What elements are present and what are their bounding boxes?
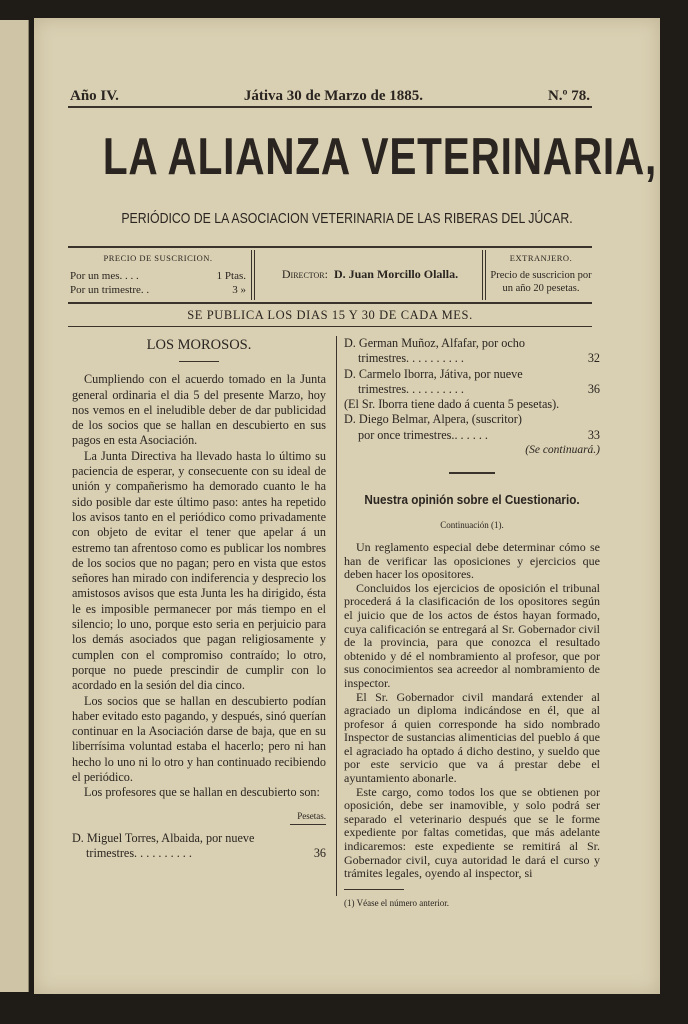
article-body	[344, 541, 600, 881]
director-cell	[260, 248, 480, 300]
price-quarter-label: Por un trimestre. .	[70, 284, 150, 296]
year-label: Año IV.	[70, 88, 119, 104]
debtor-period: trimestres. . . . . . . . . .	[86, 846, 192, 861]
paragraph: Concluidos los ejercicios de oposición el tribunal procederá á la clasificación de los opositores según el juicio que de los actos de éstos hayan formado, cuya calificación se entregará al Sr. Gobernador civil de la provincia, para que conozca el resultado obtenido y dé el nombramiento al profesor, que por sus conocimientos sea acreedor al nombramiento de inspector.	[344, 580, 600, 690]
abroad-title: EXTRANJERO.	[509, 253, 573, 263]
pesetas-rule	[290, 824, 326, 825]
paragraph: El Sr. Gobernador civil mandará extender al agraciado un diploma indicándose en él, que al profesor á quien corresponde ha sido nombrado Inspector de sustancias alimenticias del pueblo á que el agraciado ha optado á dicho destino, y sueldo que por este servicio que va á prestar debe el ayuntamiento abonarle.	[344, 689, 600, 786]
continued-note: (Se continuará.)	[525, 444, 600, 457]
column-left	[72, 336, 326, 862]
debtor-amount-row	[344, 382, 600, 397]
adjacent-page-edge	[0, 20, 29, 992]
masthead-line	[70, 88, 590, 105]
footnote: (1) Véase el número anterior.	[344, 897, 450, 908]
subscription-infobox	[68, 248, 592, 300]
schedule-rule	[68, 326, 592, 327]
debtor-entry	[344, 412, 600, 443]
paragraph: Este cargo, como todos los que se obtienen por oposición, debe ser inamovible, y solo podrá ser separado el veterinario después que se le forme expediente por faltas cometidas, que más adelante indicaremos: este expediente se remitirá al Sr. Gobernador civil, cuya autoridad le dará el curso y trámites legales, oyendo al inspector, si	[344, 784, 600, 881]
column-separator	[336, 336, 337, 896]
debtor-period: trimestres. . . . . . . . . .	[358, 351, 464, 366]
infobox-bottom-rule	[68, 302, 592, 304]
abroad-cell	[490, 248, 592, 300]
newspaper-title: LA ALIANZA VETERINARIA,	[102, 128, 658, 186]
debtor-entry	[344, 336, 600, 367]
issue-date: Játiva 30 de Marzo de 1885.	[243, 88, 423, 104]
heading-rule	[179, 361, 219, 362]
infobox-divider	[254, 250, 255, 300]
director-label: Director:	[281, 266, 328, 281]
issue-number: N.º 78.	[547, 88, 590, 104]
debtor-entry	[344, 367, 600, 413]
debtor-amount-row	[344, 428, 600, 443]
debtor-amount-row	[72, 846, 326, 861]
debtor-amount: 32	[587, 351, 600, 366]
article-heading: LOS MOROSOS.	[146, 337, 252, 353]
newspaper-subtitle: PERIÓDICO DE LA ASOCIACION VETERINARIA DE LAS RIBERAS DEL JÚCAR.	[121, 210, 573, 227]
price-quarter-value: 3 »	[232, 284, 246, 296]
article-heading: Nuestra opinión sobre el Cuestionario.	[364, 492, 580, 508]
debtor-amount-row	[344, 351, 600, 366]
section-separator	[449, 472, 495, 474]
debtor-amount: 36	[313, 846, 326, 861]
paragraph: Un reglamento especial debe determinar cómo se han de verificar las oposiciones y ejercicios que deben hacer los opositores.	[344, 539, 600, 582]
infobox-divider	[485, 250, 486, 300]
footnote-rule	[344, 889, 404, 890]
infobox-divider	[482, 250, 483, 300]
debtor-name: D. Diego Belmar, Alpera, (suscritor)	[344, 412, 522, 427]
masthead-rule	[68, 106, 592, 108]
paragraph: Cumpliendo con el acuerdo tomado en la Junta general ordinaria el dia 5 del presente Marzo, hoy nos vemos en el ineludible deber de dar publicidad de los socios que se hallan en descubierto en sus pagos en esta Asociación.	[72, 372, 326, 448]
price-month-row	[70, 269, 246, 283]
pesetas-header: Pesetas.	[297, 810, 326, 821]
director-name: D. Juan Morcillo Olalla.	[333, 266, 459, 281]
continuation-label: Continuación (1).	[440, 519, 504, 530]
debtor-name: D. German Muñoz, Alfafar, por ocho	[344, 336, 525, 350]
debtor-amount: 36	[587, 381, 600, 396]
debtor-period: por once trimestres.. . . . . .	[358, 427, 488, 442]
debtor-amount: 33	[587, 427, 600, 442]
column-right	[344, 336, 600, 911]
price-quarter-row	[70, 283, 246, 297]
price-cell	[70, 248, 246, 300]
debtor-period: trimestres. . . . . . . . . .	[358, 381, 464, 396]
price-month-value: 1 Ptas.	[216, 270, 246, 282]
price-month-label: Por un mes. . . .	[70, 270, 139, 282]
paragraph: La Junta Directiva ha llevado hasta lo último su paciencia de esperar, y consecuente con su ideal de unión y compañerismo ha demorado cuanto le ha sido posible dar este último paso: antes ha repetido los avisos tanto en el periódico como privadamente con objeto de evitar el tener que apelar á un estremo tan afrentoso como es publicar los nombres de los socios que no pagan; pero en vista que estos señores han mirado con indiferencia y desprecio los amistosos avisos que esta Junta les ha dirigido, ésta le es imposible permanecer por más tiempo en el silencio; lo uno, porque esto seria en perjuicio para los demás asociados que pagan religiosamente y cumplen con el compromiso contraído; lo otro, porque no puede prescindir de cumplir con lo acordado en la sesión del dia cinco.	[72, 448, 326, 693]
debtor-entry	[72, 831, 326, 862]
publication-schedule: SE PUBLICA LOS DIAS 15 Y 30 DE CADA MES.	[187, 308, 473, 322]
price-title: PRECIO DE SUSCRICION.	[103, 253, 213, 263]
infobox-divider	[251, 250, 252, 300]
newspaper-page	[34, 18, 660, 994]
debtor-note: (El Sr. Iborra tiene dado á cuenta 5 pesetas).	[344, 397, 560, 412]
paragraph: Los profesores que se hallan en descubierto son:	[84, 785, 320, 800]
abroad-text: Precio de suscricion por un año 20 pesetas.	[490, 270, 592, 294]
debtor-name: D. Miguel Torres, Albaida, por nueve	[72, 830, 255, 845]
debtor-name: D. Carmelo Iborra, Játiva, por nueve	[344, 366, 523, 381]
paragraph: Los socios que se hallan en descubierto podían haber evitado esto pagando, y después, sinó querían continuar en la Asociación darse de baja, que en su liberrísima voluntad estaba el hacerlo; pero ni han hecho lo uno ni lo otro y han continuado recibiendo el periódico.	[72, 693, 326, 785]
